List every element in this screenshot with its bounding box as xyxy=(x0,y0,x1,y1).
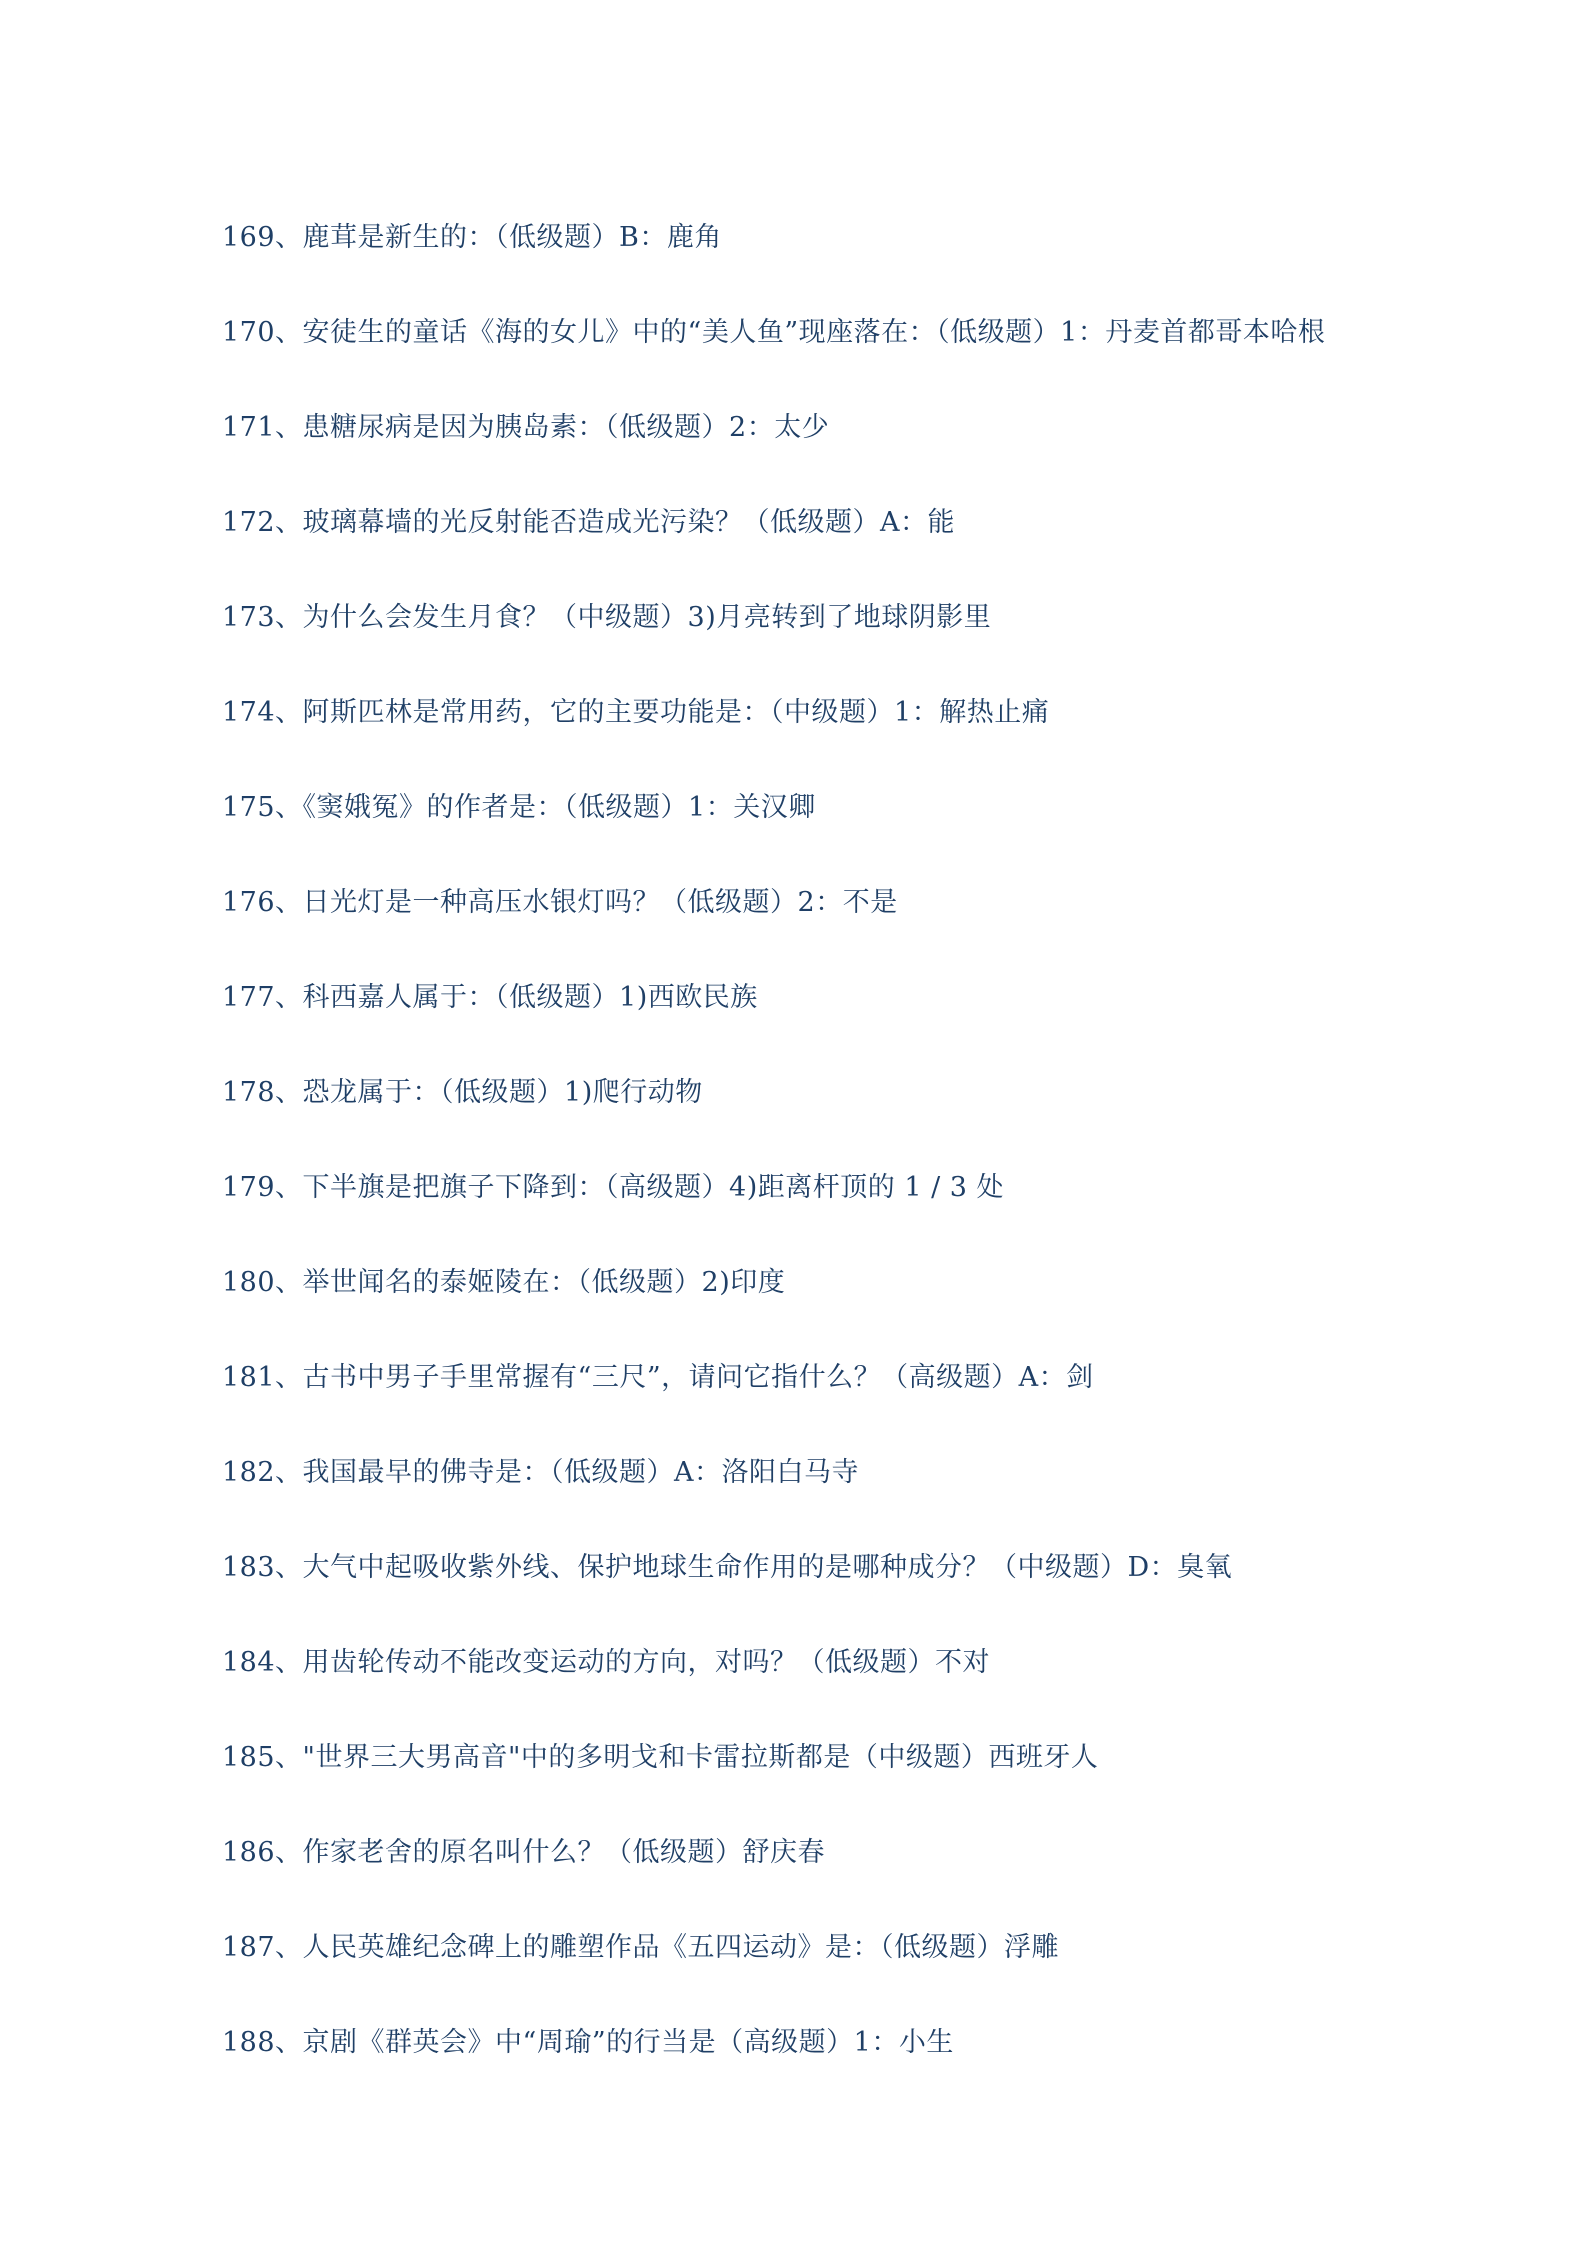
list-item: 173、为什么会发生月食？（中级题）3)月亮转到了地球阴影里 xyxy=(222,602,992,633)
list-item: 175、《窦娥冤》的作者是：（低级题）1：关汉卿 xyxy=(222,792,816,823)
question-answer-list xyxy=(222,215,1522,2115)
list-item: 176、日光灯是一种高压水银灯吗？（低级题）2：不是 xyxy=(222,887,898,918)
list-item: 171、患糖尿病是因为胰岛素：（低级题）2：太少 xyxy=(222,412,830,443)
list-item: 184、用齿轮传动不能改变运动的方向，对吗？（低级题）不对 xyxy=(222,1647,991,1678)
list-item: 180、举世闻名的泰姬陵在：（低级题）2)印度 xyxy=(222,1267,786,1298)
list-item: 182、我国最早的佛寺是：（低级题）A：洛阳白马寺 xyxy=(222,1457,860,1488)
list-item: 188、京剧《群英会》中“周瑜”的行当是（高级题）1：小生 xyxy=(222,2027,954,2058)
list-item: 181、古书中男子手里常握有“三尺”，请问它指什么？（高级题）A：剑 xyxy=(222,1362,1094,1393)
list-item: 183、大气中起吸收紫外线、保护地球生命作用的是哪种成分？（中级题）D：臭氧 xyxy=(222,1552,1233,1583)
list-item: 177、科西嘉人属于：（低级题）1)西欧民族 xyxy=(222,982,758,1013)
list-item: 172、玻璃幕墙的光反射能否造成光污染？（低级题）A：能 xyxy=(222,507,956,538)
list-item: 185、"世界三大男高音"中的多明戈和卡雷拉斯都是（中级题）西班牙人 xyxy=(222,1742,1099,1773)
list-item: 187、人民英雄纪念碑上的雕塑作品《五四运动》是：（低级题）浮雕 xyxy=(222,1932,1060,1963)
list-item: 169、鹿茸是新生的：（低级题）B：鹿角 xyxy=(222,222,722,253)
list-item: 174、阿斯匹林是常用药，它的主要功能是：（中级题）1：解热止痛 xyxy=(222,697,1050,728)
list-item: 178、恐龙属于：（低级题）1)爬行动物 xyxy=(222,1077,703,1108)
list-item: 186、作家老舍的原名叫什么？（低级题）舒庆春 xyxy=(222,1837,826,1868)
list-item: 170、安徒生的童话《海的女儿》中的“美人鱼”现座落在：（低级题）1：丹麦首都哥本哈根 xyxy=(222,317,1326,348)
list-item: 179、下半旗是把旗子下降到：（高级题）4)距离杆顶的 1 / 3 处 xyxy=(222,1172,1005,1203)
